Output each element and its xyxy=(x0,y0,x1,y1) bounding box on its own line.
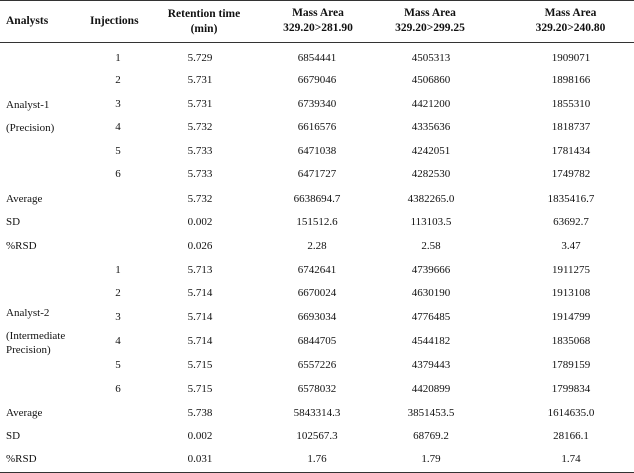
header-mass3-line2: 329.20>240.80 xyxy=(535,22,606,34)
mass-area-2-cell: 4739666 xyxy=(411,264,451,276)
mass-area-2-cell: 4242051 xyxy=(411,145,451,157)
mass-area-3-cell: 1749782 xyxy=(551,168,591,180)
mass-area-1-cell: 6739340 xyxy=(297,98,337,110)
row-label: %RSD xyxy=(6,240,37,252)
header-mass2-line1: Mass Area xyxy=(404,7,456,19)
retention-time-cell: 0.002 xyxy=(187,430,213,442)
header-mass1-line2: 329.20>281.90 xyxy=(283,22,353,34)
mass-area-2-cell: 1.79 xyxy=(421,453,441,465)
injection-cell: 2 xyxy=(115,74,121,86)
mass-area-1-cell: 6679046 xyxy=(297,74,337,86)
mass-area-3-cell: 1909071 xyxy=(551,52,591,64)
retention-time-cell: 5.732 xyxy=(187,121,213,133)
mass-area-1-cell: 2.28 xyxy=(307,240,327,252)
retention-time-cell: 5.729 xyxy=(187,52,213,64)
mass-area-3-cell: 1855310 xyxy=(551,98,591,110)
header-mass3-line1: Mass Area xyxy=(544,7,597,19)
injection-cell: 4 xyxy=(115,335,121,347)
header-retention-line2: (min) xyxy=(190,23,218,35)
header-mass-area-3 xyxy=(523,6,618,36)
mass-area-3-cell: 1914799 xyxy=(551,311,591,323)
retention-time-cell: 0.031 xyxy=(187,453,213,465)
mass-area-3-cell: 28166.1 xyxy=(553,430,589,442)
injection-cell: 6 xyxy=(115,168,121,180)
header-retention-time xyxy=(159,7,249,37)
retention-time-cell: 0.026 xyxy=(187,240,213,252)
mass-area-3-cell: 1614635.0 xyxy=(547,407,595,419)
mass-area-3-cell: 1799834 xyxy=(551,383,591,395)
row-label: SD xyxy=(6,430,21,442)
mass-area-3-cell: 1789159 xyxy=(551,359,591,371)
mass-area-2-cell: 4282530 xyxy=(411,168,451,180)
analyst-2-sublabel-2: Precision) xyxy=(6,344,51,356)
mass-area-2-cell: 4421200 xyxy=(411,98,451,110)
mass-area-2-cell: 4382265.0 xyxy=(407,193,455,205)
row-label: SD xyxy=(6,216,21,228)
retention-time-cell: 5.714 xyxy=(187,311,213,323)
row-label: Average xyxy=(6,407,43,419)
injection-cell: 6 xyxy=(115,383,121,395)
mass-area-1-cell: 6616576 xyxy=(297,121,337,133)
mass-area-1-cell: 6557226 xyxy=(297,359,337,371)
injection-cell: 5 xyxy=(115,359,121,371)
mass-area-2-cell: 4630190 xyxy=(411,287,451,299)
mass-area-1-cell: 151512.6 xyxy=(296,216,338,228)
retention-time-cell: 5.714 xyxy=(187,287,213,299)
mass-area-3-cell: 1835416.7 xyxy=(547,193,595,205)
injection-cell: 3 xyxy=(115,98,121,110)
mass-area-1-cell: 6471727 xyxy=(297,168,337,180)
mass-area-2-cell: 2.58 xyxy=(421,240,441,252)
retention-time-cell: 5.732 xyxy=(187,193,213,205)
mass-area-3-cell: 1.74 xyxy=(561,453,581,465)
mass-area-1-cell: 5843314.3 xyxy=(293,407,341,419)
mass-area-2-cell: 113103.5 xyxy=(410,216,452,228)
retention-time-cell: 5.738 xyxy=(187,407,213,419)
retention-time-cell: 5.733 xyxy=(187,168,213,180)
injection-cell: 4 xyxy=(115,121,121,133)
retention-time-cell: 5.714 xyxy=(187,335,213,347)
injection-cell: 1 xyxy=(115,52,121,64)
header-analysts: Analysts xyxy=(6,15,49,27)
row-label: %RSD xyxy=(6,453,37,465)
analyst-1-label: Analyst-1 xyxy=(6,99,50,111)
analyst-2-sublabel-1: (Intermediate xyxy=(6,330,66,342)
mass-area-1-cell: 6854441 xyxy=(297,52,337,64)
header-mass1-line1: Mass Area xyxy=(292,7,344,19)
mass-area-2-cell: 4506860 xyxy=(411,74,451,86)
header-mass-area-2 xyxy=(385,6,475,36)
injection-cell: 3 xyxy=(115,311,121,323)
injection-cell: 5 xyxy=(115,145,121,157)
mass-area-3-cell: 63692.7 xyxy=(553,216,589,228)
header-mass-area-1 xyxy=(273,6,363,36)
mass-area-3-cell: 1911275 xyxy=(551,264,591,276)
mass-area-1-cell: 6578032 xyxy=(297,383,337,395)
injection-cell: 2 xyxy=(115,287,121,299)
mass-area-2-cell: 4335636 xyxy=(411,121,451,133)
analyst-1-sublabel: (Precision) xyxy=(6,122,55,134)
mass-area-1-cell: 6844705 xyxy=(297,335,337,347)
mass-area-2-cell: 4379443 xyxy=(411,359,451,371)
table-top-rule xyxy=(0,0,634,1)
retention-time-cell: 5.733 xyxy=(187,145,213,157)
mass-area-1-cell: 6693034 xyxy=(297,311,337,323)
mass-area-2-cell: 68769.2 xyxy=(413,430,449,442)
mass-area-2-cell: 4544182 xyxy=(411,335,451,347)
mass-area-1-cell: 6670024 xyxy=(297,287,337,299)
mass-area-2-cell: 4420899 xyxy=(411,383,451,395)
retention-time-cell: 5.731 xyxy=(187,74,213,86)
analyst-2-label: Analyst-2 xyxy=(6,307,50,319)
mass-area-2-cell: 4505313 xyxy=(411,52,451,64)
mass-area-1-cell: 102567.3 xyxy=(296,430,338,442)
header-retention-line1: Retention time xyxy=(167,8,241,20)
retention-time-cell: 5.715 xyxy=(187,383,213,395)
mass-area-3-cell: 3.47 xyxy=(561,240,581,252)
row-label: Average xyxy=(6,193,43,205)
retention-time-cell: 5.715 xyxy=(187,359,213,371)
mass-area-2-cell: 3851453.5 xyxy=(407,407,455,419)
mass-area-3-cell: 1781434 xyxy=(551,145,591,157)
retention-time-cell: 0.002 xyxy=(187,216,213,228)
mass-area-3-cell: 1835068 xyxy=(551,335,591,347)
mass-area-2-cell: 4776485 xyxy=(411,311,451,323)
mass-area-1-cell: 6638694.7 xyxy=(293,193,341,205)
injection-cell: 1 xyxy=(115,264,121,276)
mass-area-3-cell: 1898166 xyxy=(551,74,591,86)
mass-area-1-cell: 6742641 xyxy=(297,264,337,276)
mass-area-3-cell: 1913108 xyxy=(551,287,591,299)
header-mass2-line2: 329.20>299.25 xyxy=(395,22,465,34)
retention-time-cell: 5.713 xyxy=(187,264,213,276)
header-bottom-rule xyxy=(0,42,634,43)
mass-area-1-cell: 1.76 xyxy=(307,453,327,465)
header-injections: Injections xyxy=(90,15,139,27)
mass-area-3-cell: 1818737 xyxy=(551,121,591,133)
mass-area-1-cell: 6471038 xyxy=(297,145,337,157)
retention-time-cell: 5.731 xyxy=(187,98,213,110)
